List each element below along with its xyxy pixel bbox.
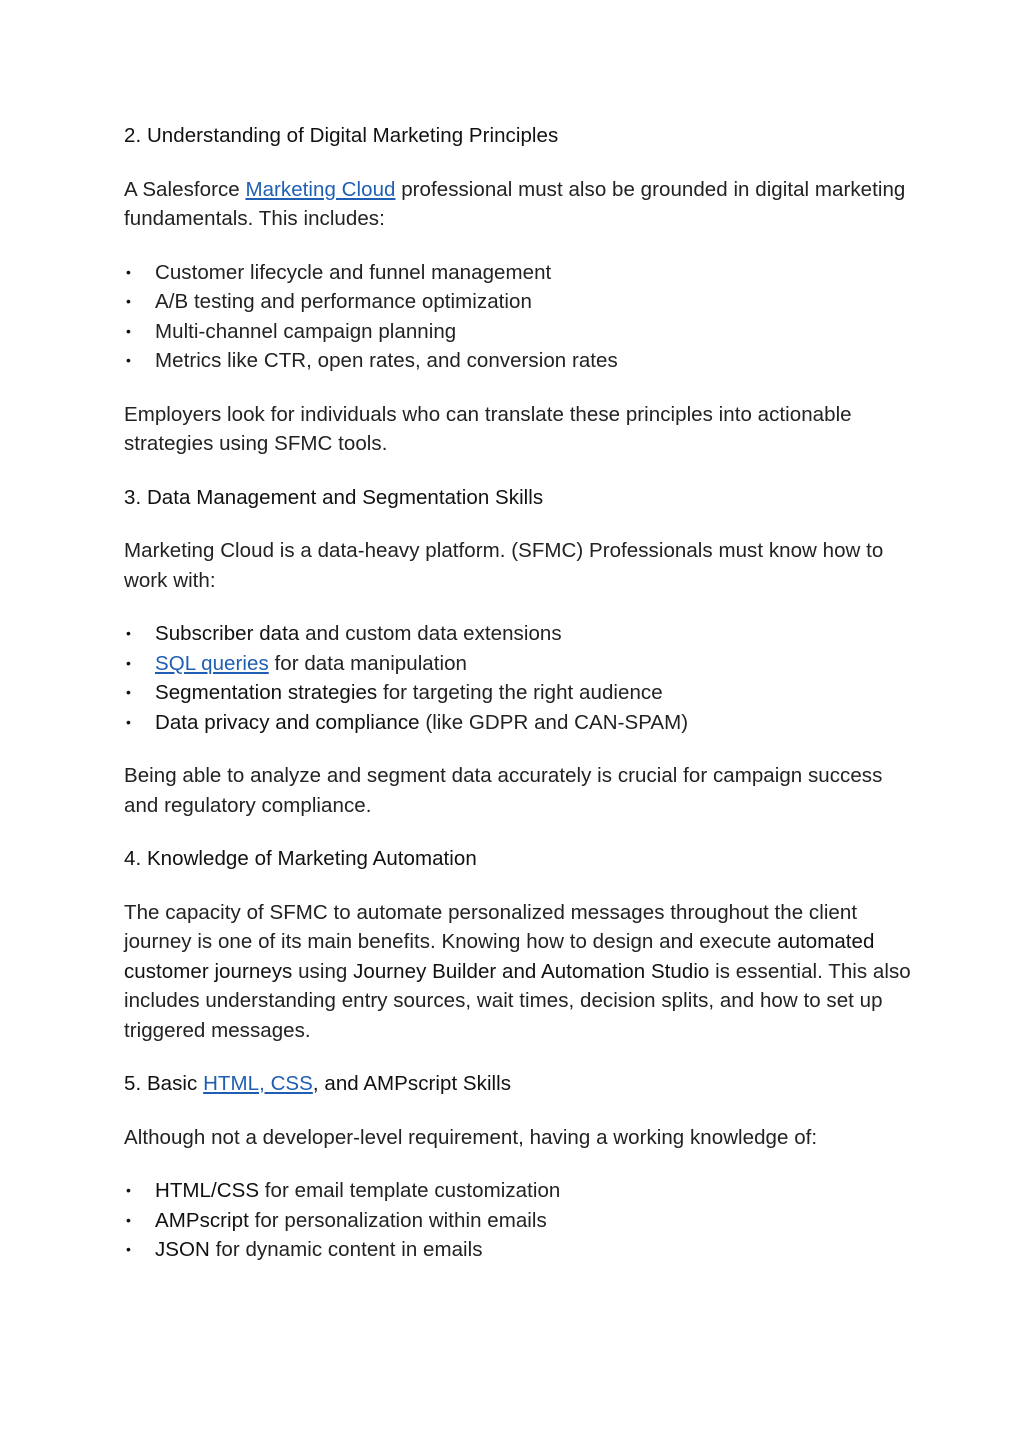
bullet-icon: • (126, 322, 131, 339)
bullet-icon: • (126, 293, 131, 309)
section-2-list (124, 258, 914, 376)
section-4-text-2: using (292, 959, 354, 983)
list-item-text: A/B testing and performance optimization (155, 290, 532, 313)
bullet-icon: • (126, 654, 131, 671)
list-item (124, 708, 914, 738)
section-3-list (124, 619, 914, 737)
document-body (124, 121, 914, 1289)
list-item-term: Data privacy and compliance (155, 710, 420, 734)
section-3-intro: Marketing Cloud is a data-heavy platform. (SFMC) Professionals must know how to work with: (124, 539, 884, 592)
section-5-heading-post: , and AMPscript Skills (312, 1072, 512, 1095)
list-item-text: Customer lifecycle and funnel management (155, 260, 552, 284)
list-item-text: for data manipulation (268, 651, 468, 675)
section-5-heading-pre: 5. Basic (124, 1072, 204, 1095)
list-item (124, 346, 914, 376)
list-item (124, 1206, 914, 1236)
list-item-text: (like GDPR and CAN-SPAM) (419, 710, 689, 734)
list-item-text: and custom data extensions (299, 622, 562, 645)
bullet-icon: • (126, 1182, 131, 1198)
section-4-text-3: is essential. This also includes understanding entry sources, wait times, decision splits, and how to set up triggered messages. (124, 959, 911, 1042)
list-item-text: for dynamic content in emails (209, 1238, 483, 1261)
section-3-heading: 3. Data Management and Segmentation Skills (124, 485, 544, 509)
bullet-icon: • (126, 625, 131, 641)
section-2-heading: 2. Understanding of Digital Marketing Principles (124, 124, 559, 147)
section-2-intro-post: professional must also be grounded in digital marketing fundamentals. This includes: (124, 177, 906, 230)
section-5-intro: Although not a developer-level requirement, having a working knowledge of: (124, 1125, 818, 1149)
section-4-body (124, 898, 914, 1046)
bullet-icon: • (126, 352, 131, 368)
bullet-icon: • (126, 263, 131, 280)
list-item (124, 1176, 914, 1206)
section-2-outro: Employers look for individuals who can translate these principles into actionable strategies using SFMC tools. (124, 402, 852, 455)
list-item-text: Metrics like CTR, open rates, and conversion rates (155, 349, 618, 372)
list-item-term: HTML/CSS (155, 1179, 260, 1202)
section-4-term-2: Journey Builder and Automation Studio (353, 959, 710, 983)
list-item (124, 619, 914, 649)
list-item (124, 287, 914, 317)
section-2-intro (124, 175, 914, 234)
bullet-icon: • (126, 684, 131, 700)
list-item (124, 1235, 914, 1265)
list-item (124, 317, 914, 347)
list-item-text: for email template customization (259, 1179, 561, 1202)
list-item (124, 678, 914, 708)
list-item (124, 258, 914, 288)
list-item-text: for targeting the right audience (377, 681, 663, 704)
list-item-term: AMPscript (155, 1208, 249, 1232)
html-css-link[interactable]: HTML, CSS (203, 1072, 313, 1095)
section-3-outro: Being able to analyze and segment data accurately is crucial for campaign success and regulatory compliance. (124, 764, 883, 817)
section-4-term-1: automated customer journeys (124, 930, 875, 983)
list-item-text: for personalization within emails (248, 1208, 547, 1232)
bullet-icon: • (126, 1241, 131, 1257)
list-item-term: Subscriber data (155, 622, 300, 645)
marketing-cloud-link[interactable]: Marketing Cloud (245, 177, 396, 201)
list-item-term: Segmentation strategies (155, 681, 378, 704)
list-item (124, 649, 914, 679)
section-4-text-1: The capacity of SFMC to automate personalized messages throughout the client journey is one of its main benefits. Knowing how to design and execute (124, 900, 858, 953)
section-5-heading (124, 1069, 914, 1099)
section-2-intro-pre: A Salesforce (124, 177, 246, 201)
list-item-text: Multi-channel campaign planning (155, 319, 457, 343)
section-4-heading: 4. Knowledge of Marketing Automation (124, 847, 477, 870)
bullet-icon: • (126, 713, 131, 730)
list-item-term: JSON (155, 1238, 210, 1261)
section-5-list (124, 1176, 914, 1265)
sql-queries-link[interactable]: SQL queries (155, 651, 269, 675)
bullet-icon: • (126, 1211, 131, 1228)
